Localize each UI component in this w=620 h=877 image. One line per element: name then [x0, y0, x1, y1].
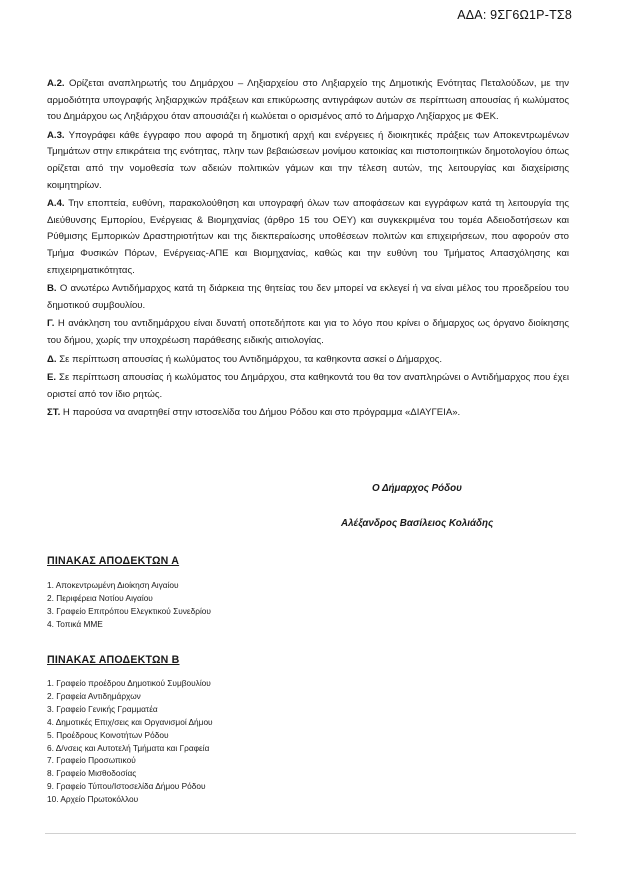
paragraph-text: Η ανάκληση του αντιδημάρχου είναι δυνατή οποτεδήποτε και για το λόγο που κρίνει ο δήμαρχος ως όργανο διοίκησης του δήμου, χωρίς την υποχρέωση παράθεσης ειδικής αιτιολογίας. [47, 318, 569, 346]
paragraph-text: Υπογράφει κάθε έγγραφο που αφορά τη δημοτική αρχή και ενέργειες ή διοικητικές πράξεις των Αποκεντρωμένων Τμημάτων στην επικράτεια της ενότητας, πλην των βεβαιώσεων μονίμου κατοικίας και πιστοποιητικών δημοτολογίου όπως ορίζεται από την νομοθεσία των αδειών πολιτικών γάμων και την τέλεση αυτών, της λειτουργίας και διαχείρισης κοιμητηρίων. [47, 129, 569, 191]
paragraph-d [47, 352, 569, 369]
footer-divider [45, 833, 576, 834]
paragraph-text: Ο ανωτέρω Αντιδήμαρχος κατά τη διάρκεια της θητείας του δεν μπορεί να εκλεγεί ή να είναι μέλος του προεδρείου του δημοτικού συμβουλίου. [47, 283, 569, 311]
paragraph-label: Β. [47, 283, 57, 295]
list-item: 2. Περιφέρεια Νοτίου Αιγαίου [47, 592, 153, 603]
paragraph-e [47, 370, 569, 403]
paragraph-label: Δ. [47, 353, 57, 365]
recipients-b-title: ΠΙΝΑΚΑΣ ΑΠΟΔΕΚΤΩΝ Β [47, 654, 180, 666]
paragraph-label: Α.3. [47, 129, 65, 141]
paragraph-st [47, 405, 569, 422]
list-item: 3. Γραφείο Γενικής Γραμματέα [47, 703, 158, 714]
list-item: 3. Γραφείο Επιτρόπου Ελεγκτικού Συνεδρίου [47, 605, 211, 616]
list-item: 7. Γραφείο Προσωπικού [47, 755, 136, 766]
paragraph-a3 [47, 128, 569, 194]
recipients-a-title: ΠΙΝΑΚΑΣ ΑΠΟΔΕΚΤΩΝ Α [47, 555, 180, 567]
list-item: 6. Δ/νσεις και Αυτοτελή Τμήματα και Γραφεία [47, 742, 210, 753]
list-item: 8. Γραφείο Μισθοδοσίας [47, 768, 137, 779]
paragraph-label: Γ. [47, 318, 55, 330]
paragraph-label: Ε. [47, 372, 57, 384]
paragraph-text: Ορίζεται αναπληρωτής του Δημάρχου – Ληξιαρχείου στο Ληξιαρχείο της Δημοτικής Ενότητας Πεταλούδων, με την αρμοδιότητα υπογραφής ληξιαρχικών πράξεων και επικύρωσης αντιγράφων αυτών σε περίπτωση απουσίας ή κωλύματος του Δημάρχου ως Ληξιάρχου όταν απουσιάζει ή κωλύεται ο ορισμένος από το Δήμαρχο Ληξίαρχος με ΦΕΚ. [47, 78, 569, 123]
list-item: 2. Γραφεία Αντιδημάρχων [47, 690, 141, 701]
paragraph-a2 [47, 76, 569, 126]
paragraph-b [47, 281, 569, 314]
paragraph-label: ΣΤ. [47, 407, 61, 419]
signature-title: Ο Δήμαρχος Ρόδου [372, 483, 462, 494]
list-item: 5. Προέδρους Κοινοτήτων Ρόδου [47, 729, 169, 740]
paragraph-g [47, 316, 569, 349]
paragraph-text: Την εποπτεία, ευθύνη, παρακολούθηση και υπογραφή όλων των αποφάσεων και εγγράφων κατά τη λειτουργία της Διεύθυνσης Εμπορίου, Ενέργειας & Βιομηχανίας (άρθρο 15 του ΟΕΥ) και συγκεκριμένα του τομέα Αδειοδοτήσεων και Ρύθμισης Εμπορικών Δραστηριοτήτων και της διεκπεραίωσης υποθέσεων πολιτών και επιχειρήσεων, που αφορούν στο Τμήμα Φυσικών Πόρων, Ενέργειας-ΑΠΕ και Βιομηχανίας, καθώς και την ευθύνη του Τμήματος Απασχόλησης και επιχειρηματικότητας. [47, 198, 569, 276]
list-item: 1. Γραφείο προέδρου Δημοτικού Συμβουλίου [47, 678, 211, 688]
list-item: 10. Αρχείο Πρωτοκόλλου [47, 794, 139, 805]
paragraph-a4 [47, 196, 569, 279]
list-item: 4. Τοπικά ΜΜΕ [47, 618, 103, 629]
recipients-a-list [47, 579, 211, 631]
signature-name: Αλέξανδρος Βασίλειος Κολιάδης [341, 518, 494, 529]
list-item: 1. Αποκεντρωμένη Διοίκηση Αιγαίου [47, 580, 179, 590]
paragraph-text: Σε περίπτωση απουσίας ή κωλύματος του Αντιδημάρχου, τα καθηκοντα ασκεί ο Δήμαρχος. [56, 353, 443, 365]
list-item: 9. Γραφείο Τύπου/Ιστοσελίδα Δήμου Ρόδου [47, 781, 206, 792]
paragraph-label: Α.4. [47, 198, 65, 210]
decision-body [47, 76, 569, 424]
ada-code: ΑΔΑ: 9ΣΓ6Ω1Ρ-ΤΣ8 [457, 8, 572, 22]
recipients-b-list [47, 677, 213, 806]
paragraph-text: Η παρούσα να αναρτηθεί στην ιστοσελίδα του Δήμου Ρόδου και στο πρόγραμμα «ΔΙΑΥΓΕΙΑ». [60, 407, 461, 419]
list-item: 4. Δημοτικές Επιχ/σεις και Οργανισμοί Δήμου [47, 716, 213, 727]
paragraph-text: Σε περίπτωση απουσίας ή κωλύματος του Δημάρχου, στα καθηκοντά του θα τον αναπληρώνει ο Αντιδήμαρχος που έχει οριστεί από τον ίδιο ρητώς. [47, 372, 569, 400]
paragraph-label: Α.2. [47, 78, 65, 89]
